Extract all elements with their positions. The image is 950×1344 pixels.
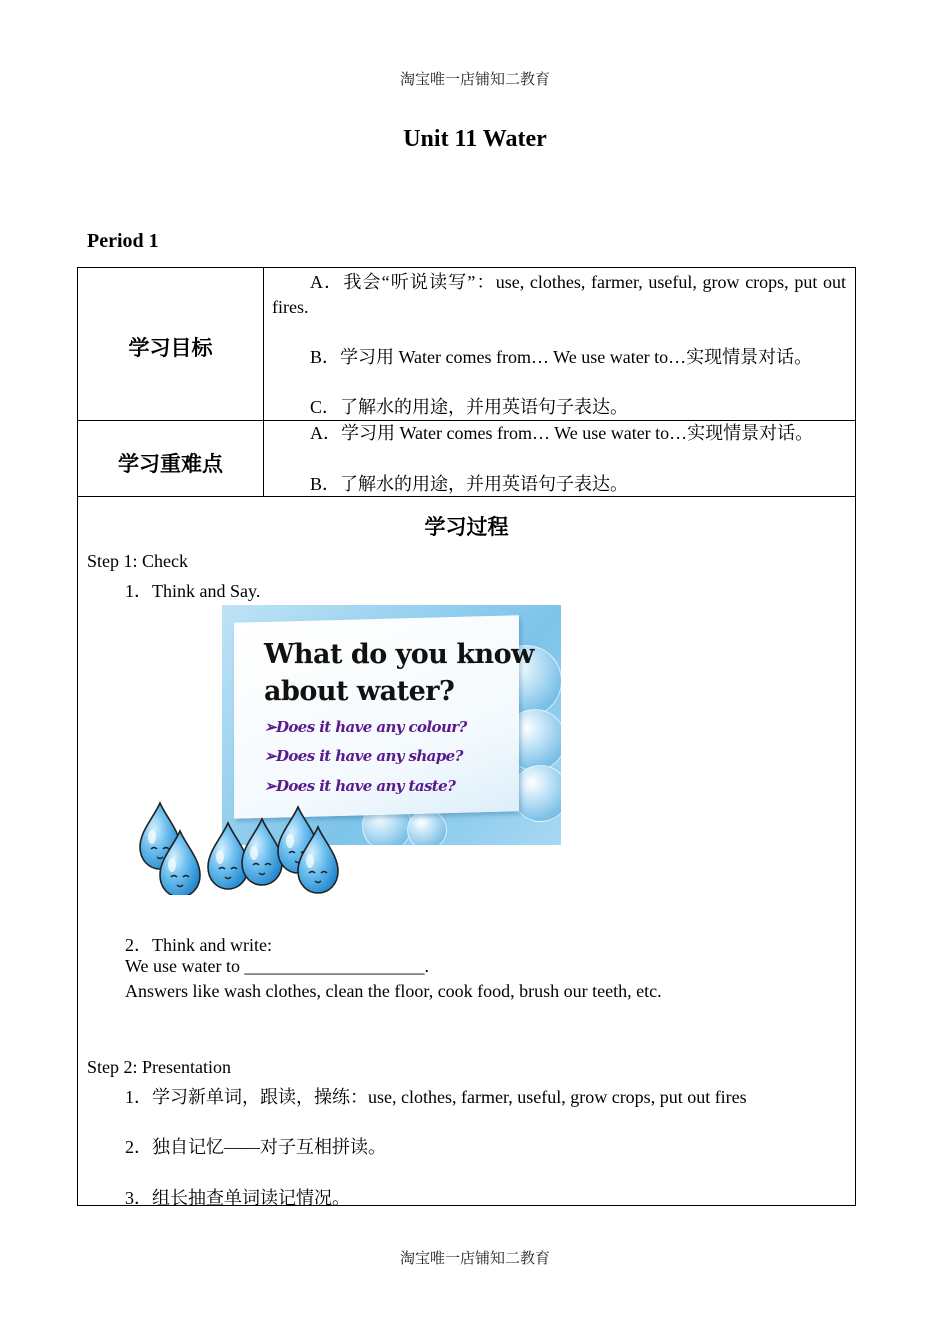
fill-blank-line: We use water to ____________________.	[125, 956, 430, 976]
water-drops-illustration	[132, 795, 347, 895]
step2-item1: 1．学习新单词，跟读，操练：use, clothes, farmer, useful, grow crops, put out fires	[125, 1087, 747, 1107]
step1-item1: 1．Think and Say.	[125, 581, 261, 601]
step2-item2: 2．独自记忆——对子互相拼读。	[125, 1137, 386, 1157]
process-title: 学习过程	[424, 515, 509, 539]
key-point-b: B．了解水的用途，并用英语句子表达。	[310, 474, 629, 494]
objectives-label: 学习目标	[128, 336, 213, 360]
objective-b: B．学习用 Water comes from… We use water to…实现情景对话。	[310, 347, 813, 367]
key-point-a: A．学习用 Water comes from… We use water to…实现情景对话。	[310, 423, 814, 443]
water-drop-icon	[208, 823, 248, 889]
bubble	[512, 765, 561, 822]
page-title: Unit 11 Water	[403, 126, 547, 152]
slide-heading-line2: about water?	[264, 676, 455, 707]
answers-line: Answers like wash clothes, clean the floor, cook food, brush our teeth, etc.	[125, 981, 662, 1001]
key-points-label: 学习重难点	[118, 452, 223, 476]
step1-heading: Step 1: Check	[87, 551, 188, 571]
slide-heading-line1: What do you know	[264, 639, 534, 670]
slide-bullet: ➢Does it have any colour?	[264, 718, 467, 736]
step2-item3: 3．组长抽查单词读记情况。	[125, 1188, 350, 1208]
step1-item2: 2．Think and write:	[125, 935, 272, 955]
page-header: 淘宝唯一店铺知二教育	[399, 72, 550, 88]
step2-heading: Step 2: Presentation	[87, 1057, 231, 1077]
slide-bullet: ➢Does it have any taste?	[264, 777, 456, 795]
period-heading: Period 1	[87, 230, 159, 252]
slide-bullet: ➢Does it have any shape?	[264, 747, 463, 765]
objective-c: C．了解水的用途，并用英语句子表达。	[310, 397, 629, 417]
water-drop-icon	[242, 819, 282, 885]
bubble	[407, 810, 447, 845]
column-divider	[263, 268, 264, 496]
objective-a: A．我会“听说读写”：use, clothes, farmer, useful, grow crops, put out fires.	[272, 272, 846, 317]
page-footer: 淘宝唯一店铺知二教育	[399, 1251, 550, 1267]
